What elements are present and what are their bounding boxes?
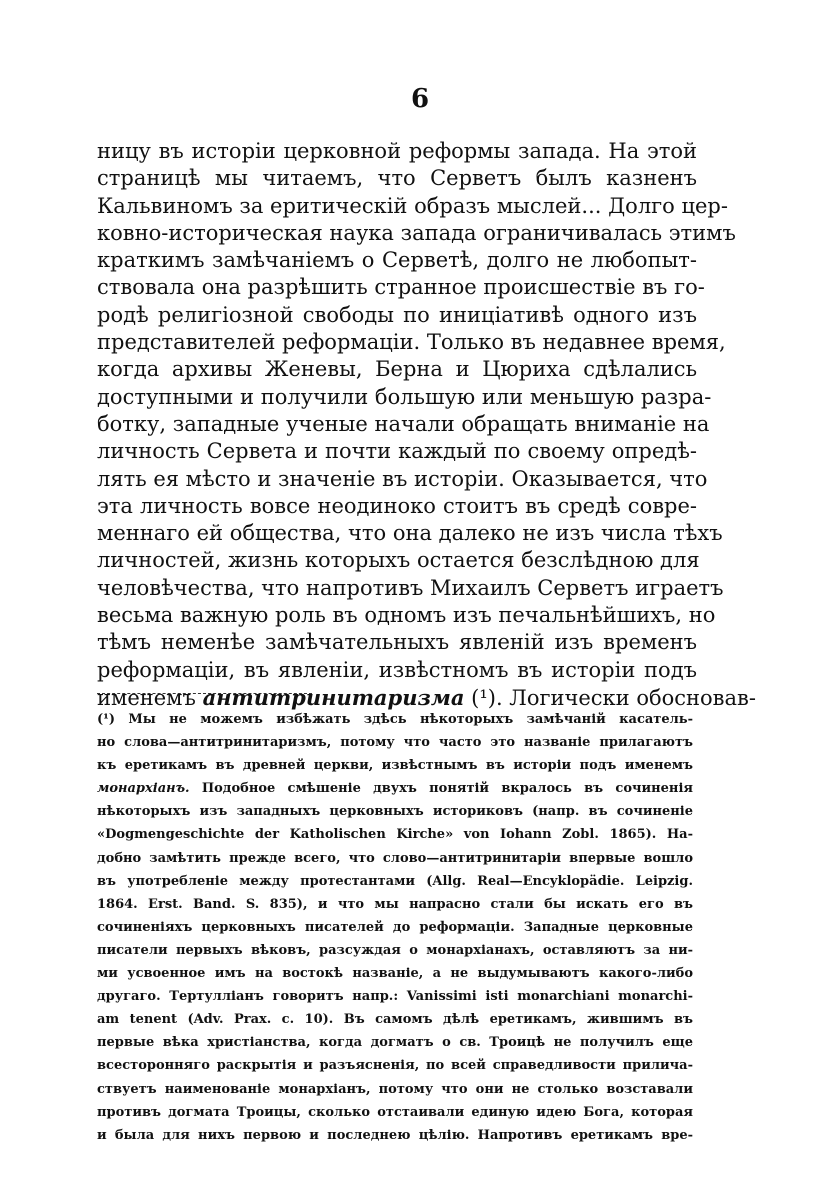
main-text-line: личностей, жизнь которыхъ остается безслѣдною для xyxy=(97,548,700,573)
footnote-line: нѣкоторыхъ изъ западныхъ церковныхъ историковъ (напр. въ сочиненіе xyxy=(97,804,693,820)
main-text-line: тѣмъ неменѣе замѣчательныхъ явленій изъ временъ xyxy=(97,630,697,655)
main-text-line: Кальвиномъ за еритическій образъ мыслей... Долго цер- xyxy=(97,193,728,218)
footnote-line: писатели первыхъ вѣковъ, разсуждая о монархіанахъ, оставляютъ за ни- xyxy=(97,942,693,958)
main-text-line: ствовала она разрѣшить странное происшествіе въ го- xyxy=(97,275,705,300)
main-text xyxy=(97,138,756,712)
italic-term: антитринитаризма xyxy=(202,684,465,710)
main-text-line: человѣчества, что напротивъ Михаилъ Серветъ играетъ xyxy=(97,575,724,600)
footnote-divider xyxy=(97,693,312,694)
footnote-line: другаго. Тертулліанъ говоритъ напр.: Vanissimi isti monarchiani monarchi- xyxy=(97,989,693,1005)
italic-term: монархіанъ. xyxy=(97,781,190,797)
footnote-line: всесторонняго раскрытія и разъясненія, по всей справедливости прилича- xyxy=(97,1058,693,1074)
footnote-marker: (¹) xyxy=(97,712,115,727)
footnote-line: am tenent (Adv. Prax. c. 10). Въ самомъ дѣлѣ еретикамъ, жившимъ въ xyxy=(97,1012,693,1028)
main-text-line: ботку, западные ученые начали обращать вниманіе на xyxy=(97,411,710,436)
main-text-line: родѣ религіозной свободы по иниціативѣ одного изъ xyxy=(97,302,697,327)
footnote-line: ми усвоенное имъ на востокѣ названіе, а не выдумываютъ какого-либо xyxy=(97,966,693,982)
footnote-line: сочиненіяхъ церковныхъ писателей до реформаціи. Западные церковные xyxy=(97,919,693,935)
footnote-line: первые вѣка христіанства, когда догматъ о св. Троицѣ не получилъ еще xyxy=(97,1035,693,1051)
page-number: 6 xyxy=(410,84,430,114)
main-text-line: доступными и получили большую или меньшую разра- xyxy=(97,384,712,409)
footnote-line: противъ догмата Троицы, сколько отстаивали единую идею Бога, которая xyxy=(97,1104,693,1120)
footnote-line: къ еретикамъ въ древней церкви, извѣстнымъ въ исторіи подъ именемъ xyxy=(97,758,693,774)
main-text-line: страницѣ мы читаемъ, что Серветъ былъ казненъ xyxy=(97,166,697,191)
main-text-line: лять ея мѣсто и значеніе въ исторіи. Оказывается, что xyxy=(97,466,708,491)
footnote-line: въ употребленіе между протестантами (Allg. Real—Encyklopädie. Leipzig. xyxy=(97,873,693,889)
main-text-line: личность Сервета и почти каждый по своему опредѣ- xyxy=(97,439,697,464)
main-text-segment: (¹). Логически обосновав- xyxy=(464,685,756,710)
footnote-line: ствуетъ наименованіе монархіанъ, потому что они не столько возставали xyxy=(97,1081,693,1097)
footnote-segment: Подобное смѣшеніе двухъ понятій вкралось въ сочиненія xyxy=(189,781,693,797)
footnote-line: и была для нихъ первою и последнею цѣлію. Напротивъ еретикамъ вре- xyxy=(97,1127,693,1143)
main-text-line: краткимъ замѣчаніемъ о Серветѣ, долго не любопыт- xyxy=(97,248,697,273)
footnote-line: добно замѣтить прежде всего, что слово—антитринитаріи впервые вошло xyxy=(97,850,693,866)
main-text-line: ковно-историческая наука запада ограничивалась этимъ xyxy=(97,220,736,245)
footnote-line: но слова—антитринитаризмъ, потому что часто это названіе прилагаютъ xyxy=(97,735,693,751)
footnote-line: «Dogmengeschichte der Katholischen Kirche» von Iohann Zobl. 1865). На- xyxy=(97,827,693,843)
footnote-line xyxy=(97,708,693,731)
main-text-line: реформаціи, въ явленіи, извѣстномъ въ исторіи подъ xyxy=(97,657,697,682)
footnote-line xyxy=(97,777,693,800)
footnote-segment: Мы не можемъ избѣжать здѣсь нѣкоторыхъ замѣчаній касатель- xyxy=(115,712,693,727)
main-text-line: когда архивы Женевы, Берна и Цюриха сдѣлались xyxy=(97,357,697,382)
main-text-line: весьма важную роль въ одномъ изъ печальнѣйшихъ, но xyxy=(97,603,716,628)
main-text-segment: именемъ xyxy=(97,685,203,710)
main-text-line: меннаго ей общества, что она далеко не изъ числа тѣхъ xyxy=(97,521,723,546)
footnote-line: 1864. Erst. Band. S. 835), и что мы напрасно стали бы искать его въ xyxy=(97,896,693,912)
main-text-line: эта личность вовсе неодиноко стоитъ въ средѣ совре- xyxy=(97,493,697,518)
main-text-line: представителей реформаціи. Только въ недавнее время, xyxy=(97,330,726,355)
footnote xyxy=(97,708,693,1147)
main-text-line: ницу въ исторіи церковной реформы запада. На этой xyxy=(97,139,697,163)
